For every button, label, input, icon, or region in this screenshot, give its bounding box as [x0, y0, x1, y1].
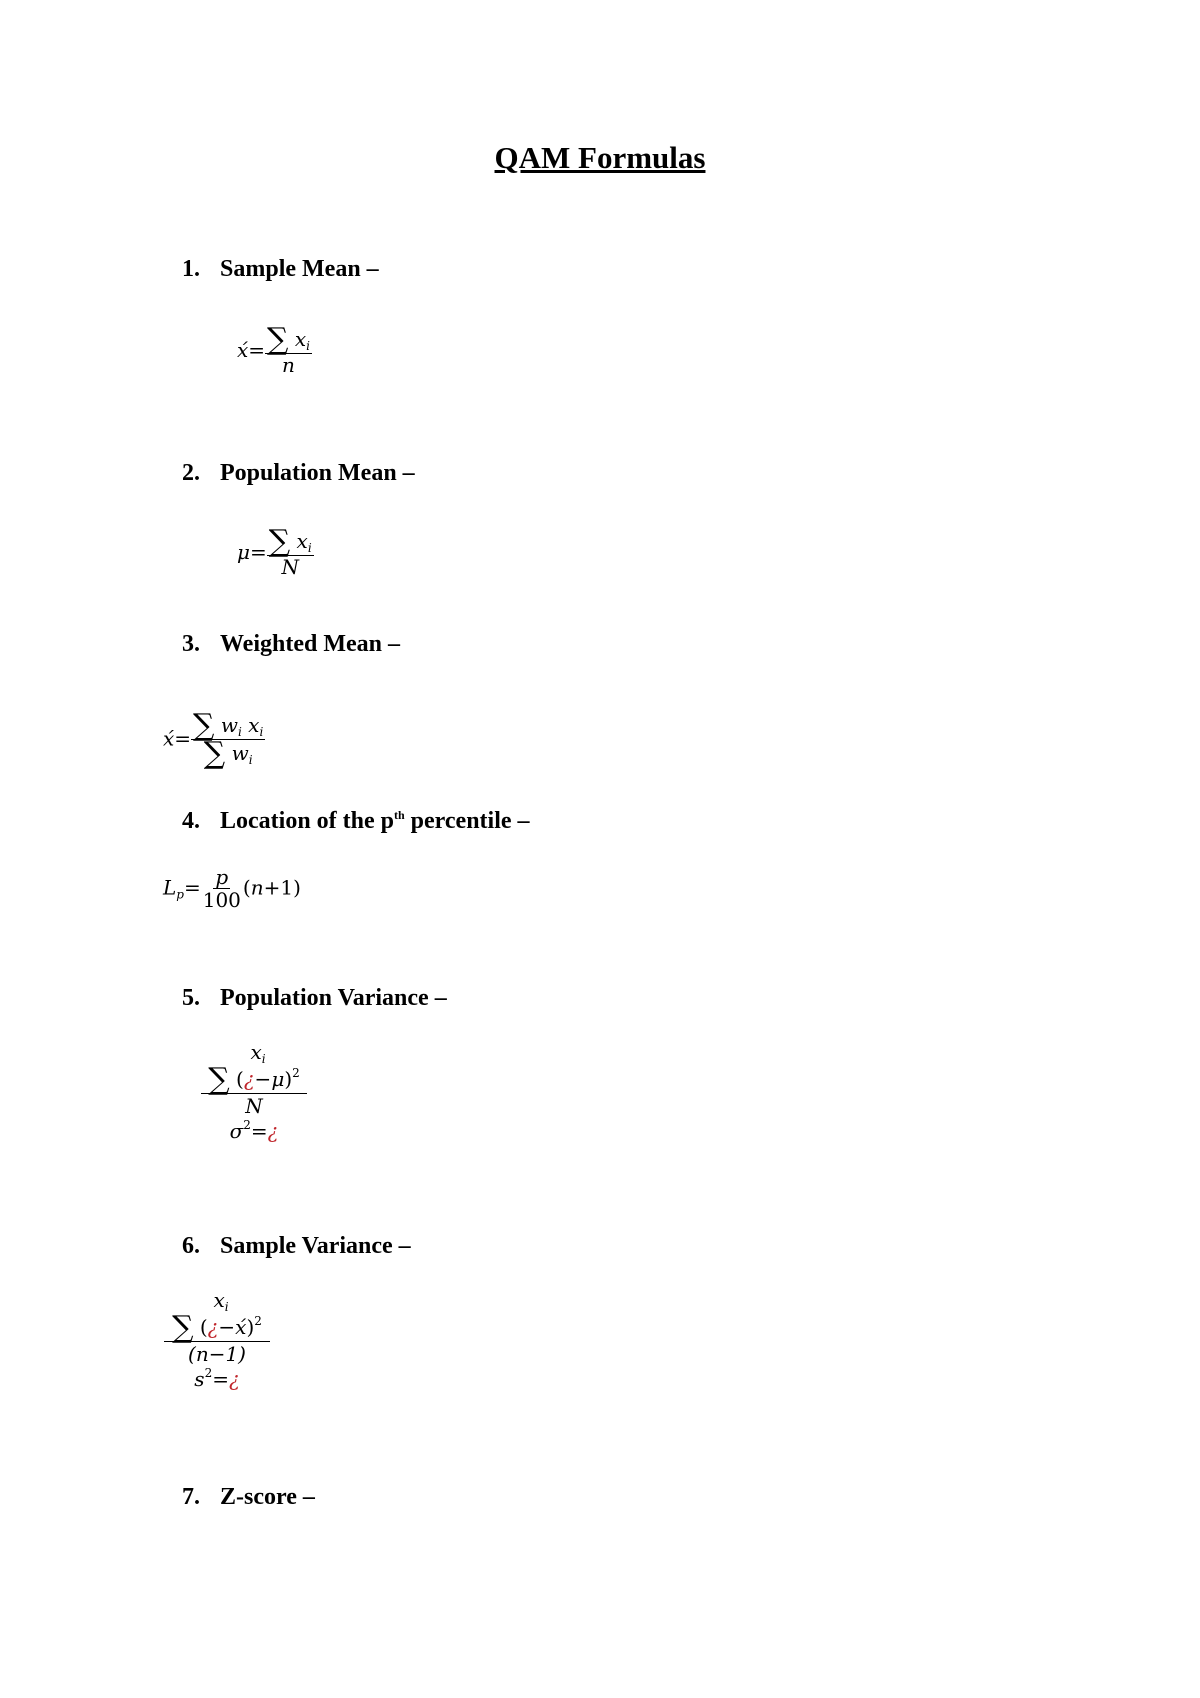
formula-population-mean: μ= $\frac{\sum x_i}{N}$: [237, 524, 312, 580]
formula-sample-variance: $x_i$ ∑ (¿−x́)$^2$ (n−1) $s^2=¿$: [163, 1288, 271, 1391]
section-heading-percentile-location: 4. Location of the $p^{th}$ percentile –: [182, 808, 530, 834]
formula-weighted-mean: x́= $\frac{\sum w_i x_i}{\sum w_i}$: [163, 708, 264, 772]
formula-population-variance: $x_i$ ∑ (¿−μ)$^2$ N $\sigma^2=¿$: [200, 1040, 308, 1143]
formula-percentile-location: $L_p=$ $\frac{p}{100}$ (n+1): [163, 865, 301, 912]
section-heading-sample-mean: 1. Sample Mean –: [182, 256, 379, 282]
section-heading-sample-variance: 6. Sample Variance –: [182, 1233, 411, 1259]
fraction: $\frac{\sum w_i x_i}{\sum w_i}$: [193, 708, 264, 772]
section-heading-z-score: 7. Z-score –: [182, 1484, 315, 1510]
formula-sample-mean: x́= $\frac{\sum x_i}{n}$: [237, 322, 310, 378]
fraction: $\frac{\sum x_i}{N}$: [268, 524, 312, 580]
fraction: $\frac{\sum x_i}{n}$: [267, 322, 310, 378]
section-heading-weighted-mean: 3. Weighted Mean –: [182, 631, 400, 657]
page-title: QAM Formulas: [494, 140, 706, 175]
section-heading-population-mean: 2. Population Mean –: [182, 460, 415, 486]
section-heading-population-variance: 5. Population Variance –: [182, 985, 447, 1011]
fraction: $\frac{p}{100}$: [202, 865, 241, 912]
